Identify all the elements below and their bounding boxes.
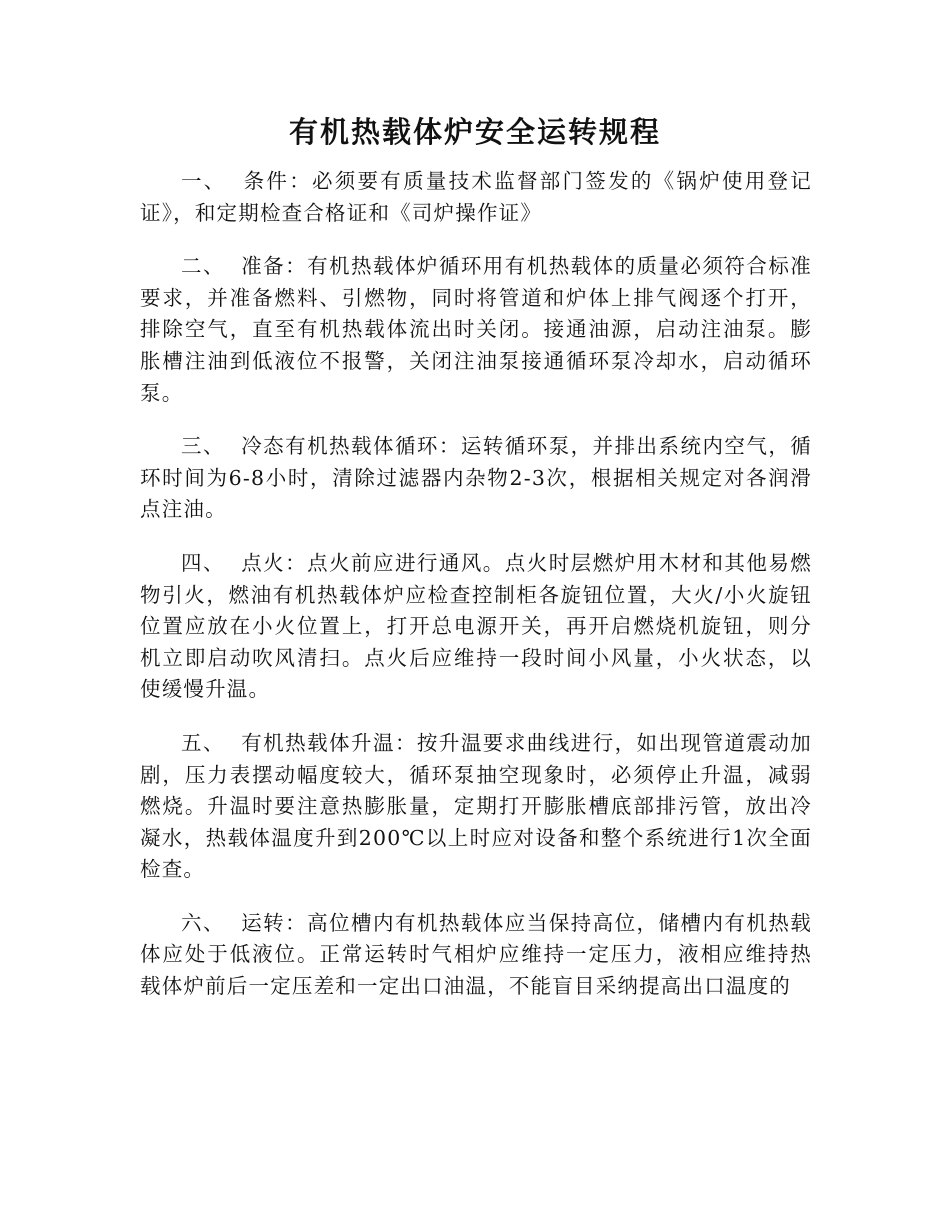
section-text: 有机热载体升温：按升温要求曲线进行，如出现管道震动加剧，压力表摆动幅度较大，循环泵抽空现象时，必须停止升温，减弱燃烧。升温时要注意热膨胀量，定期打开膨胀槽底部排污管，放出冷凝水，热载体温度升到200℃以上时应对设备和整个系统进行1次全面检查。 xyxy=(140,730,812,882)
document-title: 有机热载体炉安全运转规程 xyxy=(288,115,661,149)
section-number: 二、 xyxy=(181,254,225,279)
section-5 xyxy=(140,728,812,886)
section-3 xyxy=(140,431,812,526)
section-text: 点火：点火前应进行通风。点火时层燃炉用木材和其他易燃物引火，燃油有机热载体炉应检查控制柜各旋钮位置，大火/小火旋钮位置应放在小火位置上，打开总电源开关，再开启燃烧机旋钮，则分机立即启动吹风清扫。点火后应维持一段时间小风量，小火状态，以使缓慢升温。 xyxy=(140,550,812,702)
section-2 xyxy=(140,251,812,409)
section-text: 冷态有机热载体循环：运转循环泵，并排出系统内空气，循环时间为6-8小时，清除过滤器内杂物2-3次，根据相关规定对各润滑点注油。 xyxy=(140,434,812,522)
section-number: 三、 xyxy=(181,434,225,459)
section-text: 运转：高位槽内有机热载体应当保持高位，储槽内有机热载体应处于低液位。正常运转时气相炉应维持一定压力，液相应维持热载体炉前后一定压差和一定出口油温，不能盲目采纳提高出口温度的 xyxy=(140,910,812,999)
section-number: 五、 xyxy=(181,730,225,755)
section-6 xyxy=(140,908,812,1003)
section-number: 一、 xyxy=(181,169,227,193)
section-number: 六、 xyxy=(181,910,225,935)
section-number: 四、 xyxy=(181,550,225,575)
section-1 xyxy=(140,166,812,229)
section-text: 条件：必须要有质量技术监督部门签发的《锅炉使用登记证》，和定期检查合格证和《司炉操作证》 xyxy=(140,169,812,225)
document-body xyxy=(140,166,812,1025)
section-4 xyxy=(140,548,812,706)
section-text: 准备：有机热载体炉循环用有机热载体的质量必须符合标准要求，并准备燃料、引燃物，同时将管道和炉体上排气阀逐个打开，排除空气，直至有机热载体流出时关闭。接通油源，启动注油泵。膨胀槽注油到低液位不报警，关闭注油泵接通循环泵冷却水，启动循环泵。 xyxy=(140,254,812,405)
